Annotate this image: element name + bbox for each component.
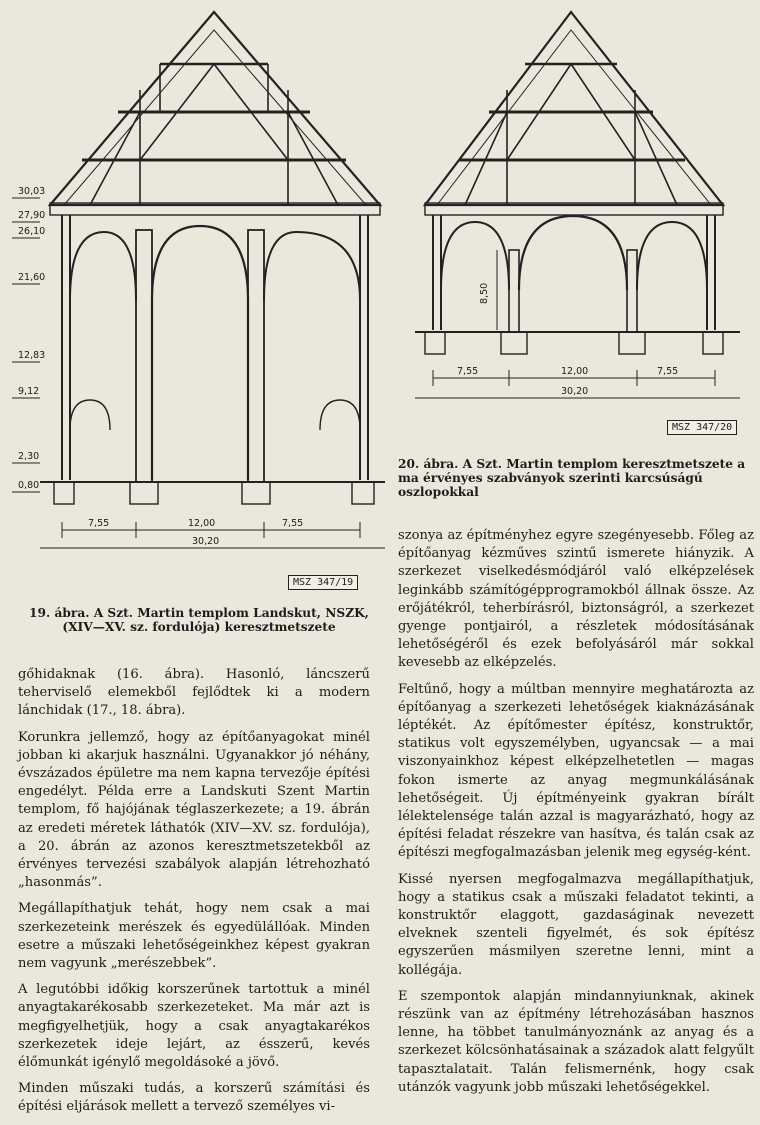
paragraph: Kissé nyersen megfogalmazva megállapíthatjuk, hogy a statikus csak a műszaki feladatot tekinti, a konstruktőr elaggott, gazdaságinak nevezett elveknek szenteli figyelmét, és sok építész egyszerűen másmilyen szeretne lenni, mint a kollégája. (398, 871, 754, 978)
right-text-column (398, 527, 754, 1105)
paragraph: Megállapíthatjuk tehát, hogy nem csak a mai szerkezeteink merészek és egyedülállóak. Minden esetre a műszaki lehetőségeinkhez képest gyakran nem vagyunk „merészebbek”. (18, 901, 370, 972)
figure-20 (395, 0, 760, 450)
figure-19-drawing (0, 0, 390, 600)
dimension-label: 30,20 (192, 536, 220, 547)
level-label: 0,80 (18, 480, 40, 491)
standard-stamp: MSZ 347/20 (667, 420, 737, 435)
paragraph: gőhidaknak (16. ábra). Hasonló, láncszerű teherviselő elemekből fejlődtek ki a modern lánchidak (17., 18. ábra). (18, 667, 370, 719)
paragraph: Minden műszaki tudás, a korszerű számítási és építési eljárások mellett a tervező személyes vi- (18, 1081, 370, 1115)
paragraph: A legutóbbi időkig korszerűnek tartottuk a minél anyagtakarékosabb szerkezeteket. Ma már azt is megfigyelhetjük, hogy a csak anyagtakarékos szerkezetek ideje lejárt, az ésszerű, kevés élőmunkát igénylő megoldásoké a jövő. (18, 982, 370, 1071)
figure-19-caption: 19. ábra. A Szt. Martin templom Landskut, NSZK, (XIV—XV. sz. fordulója) keresztmetszete (29, 606, 369, 634)
dimension-label: 7,55 (282, 518, 304, 529)
left-text-column (18, 666, 370, 1125)
figure-19 (0, 0, 390, 600)
dimension-label: 7,55 (657, 366, 679, 377)
level-label: 27,90 (18, 210, 46, 221)
level-label: 21,60 (18, 272, 46, 283)
figure-20-drawing (395, 0, 760, 450)
dimension-label: 12,00 (561, 366, 589, 377)
height-label: 8,50 (479, 282, 490, 304)
paragraph: Korunkra jellemző, hogy az építőanyagokat minél jobban ki akarjuk használni. Ugyanakkor jó néhány, évszázados épületre ma nem kapna tervezője építési engedélyt. Példa erre a Landskuti Szent Martin templom, fő hajójának téglaszerkezete; a 19. ábrán az eredeti méretek láthatók (XIV—XV. sz. fordulója), a 20. ábrán az azonos keresztmetszetekből az érvényes tervezési szabályok alapján létrehozható „hasonmás”. (18, 729, 370, 891)
level-label: 12,83 (18, 350, 46, 361)
paragraph: szonya az építményhez egyre szegényesebb. Főleg az építőanyag kézműves szintű ismerete hiányzik. A szerkezet viselkedésmódjáról való elképzelések leginkább számítógépprogramokból állnak össze. Az erőjátékról, teherbírásról, biztonságról, a szerkezet gyenge pontjairól, a részletek módosításának lehetőségéről és ezek befolyásáról már sokkal kevesebb az elképzelés. (398, 528, 754, 671)
dimension-label: 7,55 (88, 518, 110, 529)
paragraph: E szempontok alapján mindannyiunknak, akinek részünk van az építmény létrehozásában hasznos lenne, ha többet tanulmányoznánk az anyag és a szerkezet kölcsönhatásainak a századok alatt felgyűlt tapasztalatait. Talán felismernénk, hogy csak utánzók vagyunk jobb műszaki lehetőségekkel. (398, 988, 754, 1095)
level-label: 30,03 (18, 186, 46, 197)
level-label: 2,30 (18, 451, 40, 462)
figure-20-caption: 20. ábra. A Szt. Martin templom keresztmetszete a ma érvényes szabványok szerinti karcsúságú oszlopokkal (398, 457, 746, 499)
dimension-label: 7,55 (457, 366, 479, 377)
dimension-label: 30,20 (561, 386, 589, 397)
level-label: 26,10 (18, 226, 46, 237)
standard-stamp: MSZ 347/19 (288, 575, 358, 590)
level-label: 9,12 (18, 386, 40, 397)
paragraph: Feltűnő, hogy a múltban mennyire meghatározta az építőanyag a szerkezeti lehetőségek kiaknázásának léptékét. Az építőmester építész, konstruktőr, statikus volt egyszemélyben, ugyancsak — a mai viszonyainkhoz képest elképzelhetetlen — magas fokon ismerte az anyag megmunkálásának lehetőségeit. Új építményeink gyakran bírált lélektelensége talán azzal is magyarázható, hogy az építési feladat részekre van hasítva, és talán csak az építészi megfogalmazásban jelenik meg egység-ként. (398, 681, 754, 861)
dimension-label: 12,00 (188, 518, 216, 529)
